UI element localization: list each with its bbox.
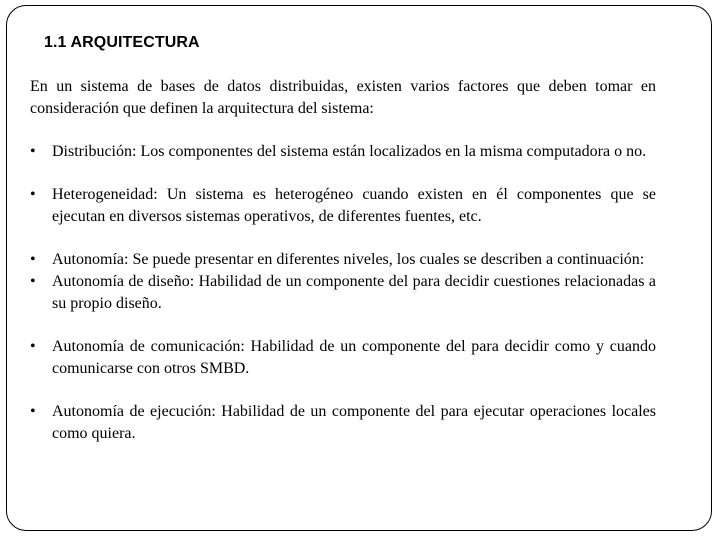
bullet-item bbox=[30, 141, 656, 163]
bullet-item bbox=[30, 401, 656, 445]
bullet-item bbox=[30, 249, 656, 271]
bullet-dot-icon: • bbox=[30, 403, 36, 420]
bullet-dot-icon: • bbox=[30, 143, 36, 160]
bullet-item bbox=[30, 336, 656, 380]
bullet-dot-icon: • bbox=[30, 186, 36, 203]
slide-body bbox=[30, 76, 656, 445]
slide-title: 1.1 ARQUITECTURA bbox=[44, 34, 200, 51]
bullet-text: Autonomía de ejecución: Habilidad de un componente del para ejecutar operaciones locales como quiera. bbox=[52, 403, 656, 442]
bullet-text: Autonomía de comunicación: Habilidad de un componente del para decidir como y cuando comunicarse con otros SMBD. bbox=[52, 338, 656, 377]
bullet-list bbox=[30, 141, 656, 445]
bullet-item bbox=[30, 184, 656, 228]
intro-paragraph: En un sistema de bases de datos distribuidas, existen varios factores que deben tomar en consideración que definen la arquitectura del sistema: bbox=[30, 78, 656, 117]
bullet-dot-icon: • bbox=[30, 251, 36, 268]
bullet-text: Autonomía: Se puede presentar en diferentes niveles, los cuales se describen a continuación: bbox=[52, 251, 645, 268]
bullet-dot-icon: • bbox=[30, 273, 36, 290]
bullet-dot-icon: • bbox=[30, 338, 36, 355]
bullet-item bbox=[30, 271, 656, 315]
bullet-text: Heterogeneidad: Un sistema es heterogéneo cuando existen en él componentes que se ejecutan en diversos sistemas operativos, de diferentes fuentes, etc. bbox=[52, 186, 656, 225]
bullet-text: Distribución: Los componentes del sistema están localizados en la misma computadora o no. bbox=[52, 143, 647, 160]
bullet-text: Autonomía de diseño: Habilidad de un componente del para decidir cuestiones relacionadas a su propio diseño. bbox=[52, 273, 656, 312]
